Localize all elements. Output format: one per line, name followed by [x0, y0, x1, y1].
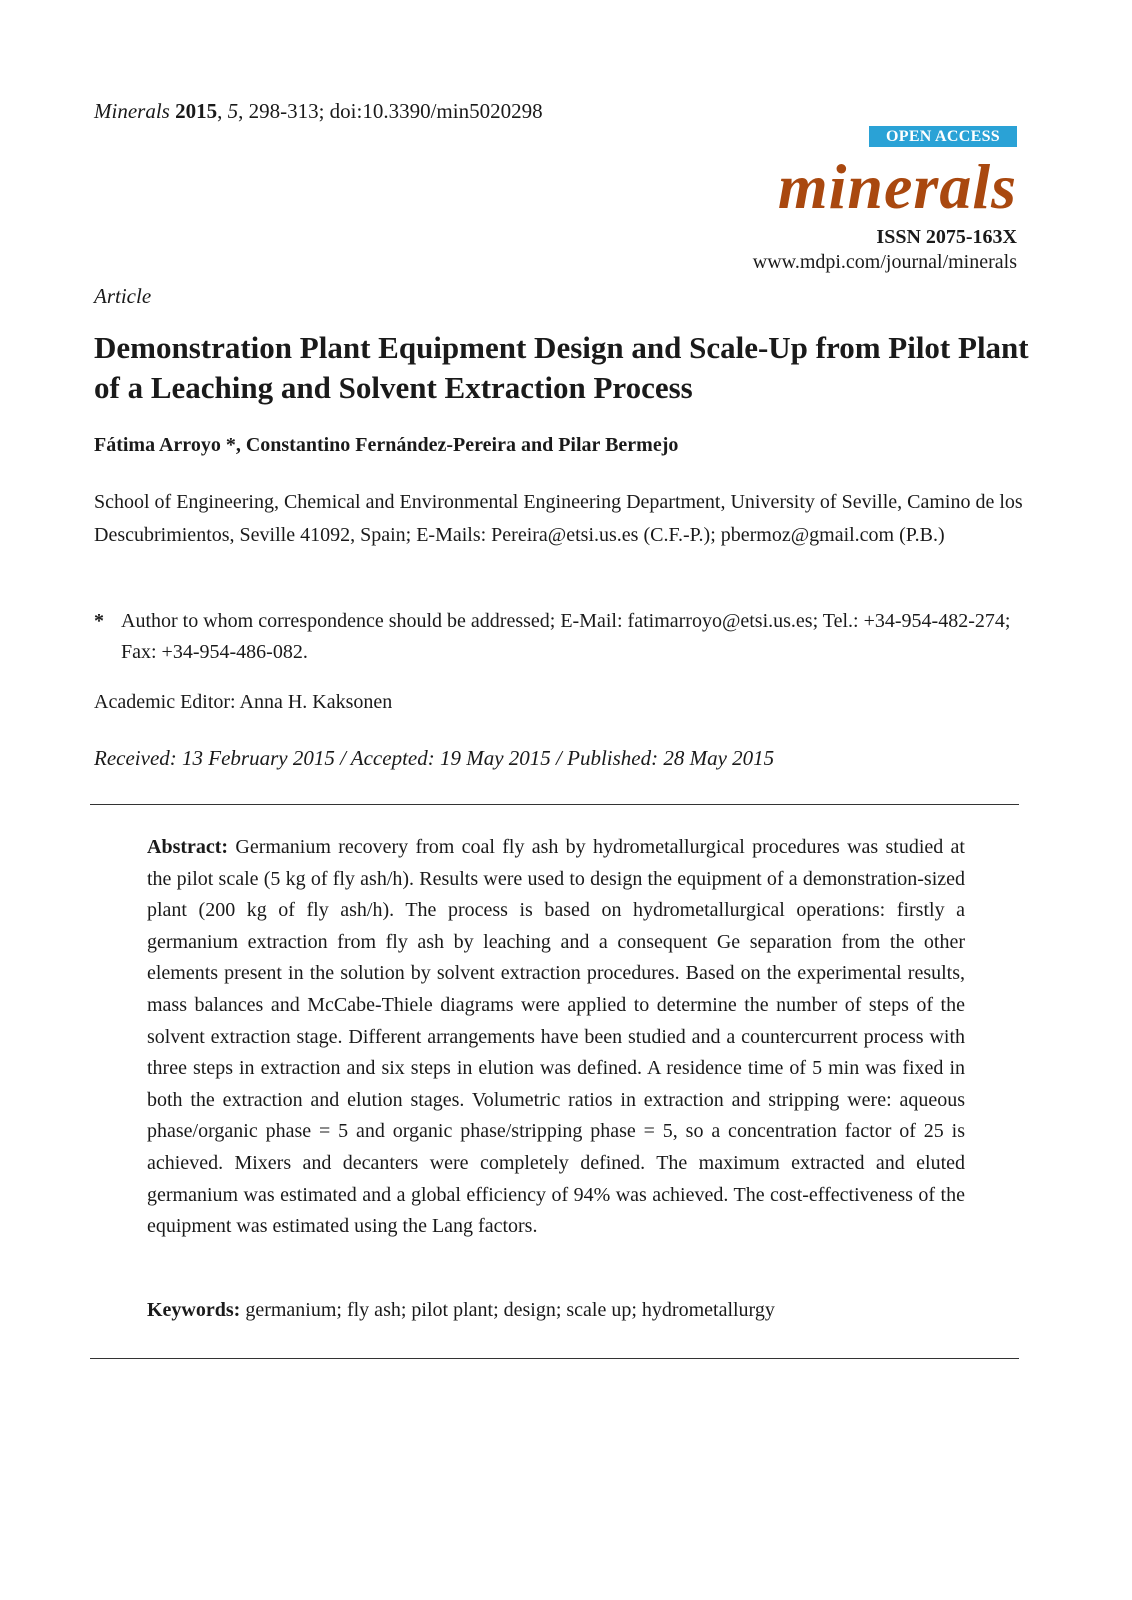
- pages-doi: , 298-313; doi:10.3390/min5020298: [238, 99, 543, 123]
- journal-website-link[interactable]: www.mdpi.com/journal/minerals: [752, 251, 1017, 273]
- journal-name: Minerals: [94, 99, 170, 123]
- correspondence-note: [94, 606, 1034, 668]
- article-title: Demonstration Plant Equipment Design and Scale-Up from Pilot Plant of a Leaching and Solvent Extraction Process: [94, 330, 1029, 405]
- academic-editor: Academic Editor: Anna H. Kaksonen: [94, 691, 393, 713]
- correspondence-text: Author to whom correspondence should be addressed; E-Mail: fatimarroyo@etsi.us.es; Tel.: +34-954-482-274; Fax: +34-954-486-082.: [121, 610, 1011, 663]
- publication-dates: Received: 13 February 2015 / Accepted: 19 May 2015 / Published: 28 May 2015: [94, 746, 775, 770]
- open-access-badge: OPEN ACCESS: [869, 126, 1017, 147]
- journal-logo: minerals: [777, 151, 1017, 222]
- year: 2015: [175, 99, 218, 123]
- abstract-text: Germanium recovery from coal fly ash by hydrometallurgical procedures was studied at the pilot scale (5 kg of fly ash/h). Results were used to design the equipment of a demonstration-sized plant (200 kg of fly ash/h). The process is based on hydrometallurgical operations: firstly a germanium extraction from fly ash by leaching and a consequent Ge separation from the other elements present in the solution by solvent extraction procedures. Based on the experimental results, mass balances and McCabe-Thiele diagrams were applied to determine the number of steps of the solvent extraction stage. Different arrangements have been studied and a countercurrent process with three steps in extraction and six steps in elution was defined. A residence time of 5 min was fixed in both the extraction and elution stages. Volumetric ratios in extraction and stripping were: aqueous phase/organic phase = 5 and organic phase/stripping phase = 5, so a concentration factor of 25 is achieved. Mixers and decanters were completely defined. The maximum extracted and eluted germanium was estimated and a global efficiency of 94% was achieved. The cost-effectiveness of the equipment was estimated using the Lang factors.: [147, 836, 965, 1238]
- divider-top: [90, 804, 1019, 805]
- correspondence-star: *: [94, 610, 104, 632]
- keywords: [147, 1299, 965, 1322]
- affiliation: School of Engineering, Chemical and Environmental Engineering Department, University of Seville, Camino de los Descubrimientos, Seville 41092, Spain; E-Mails: Pereira@etsi.us.es (C.F.-P.); pbermoz@gmail.com (P.B.): [94, 491, 1023, 546]
- keywords-label: Keywords:: [147, 1299, 241, 1321]
- issn: ISSN 2075-163X: [876, 226, 1017, 248]
- abstract-label: Abstract:: [147, 836, 229, 858]
- volume: 5: [227, 99, 239, 123]
- authors: Fátima Arroyo *, Constantino Fernández-Pereira and Pilar Bermejo: [94, 434, 679, 456]
- article-type: Article: [94, 284, 152, 308]
- divider-bottom: [90, 1358, 1019, 1359]
- citation-line: Minerals 2015, 5, 298-313; doi:10.3390/min5020298: [94, 99, 543, 123]
- keywords-text: germanium; fly ash; pilot plant; design; scale up; hydrometallurgy: [245, 1299, 775, 1321]
- abstract: [147, 832, 965, 1243]
